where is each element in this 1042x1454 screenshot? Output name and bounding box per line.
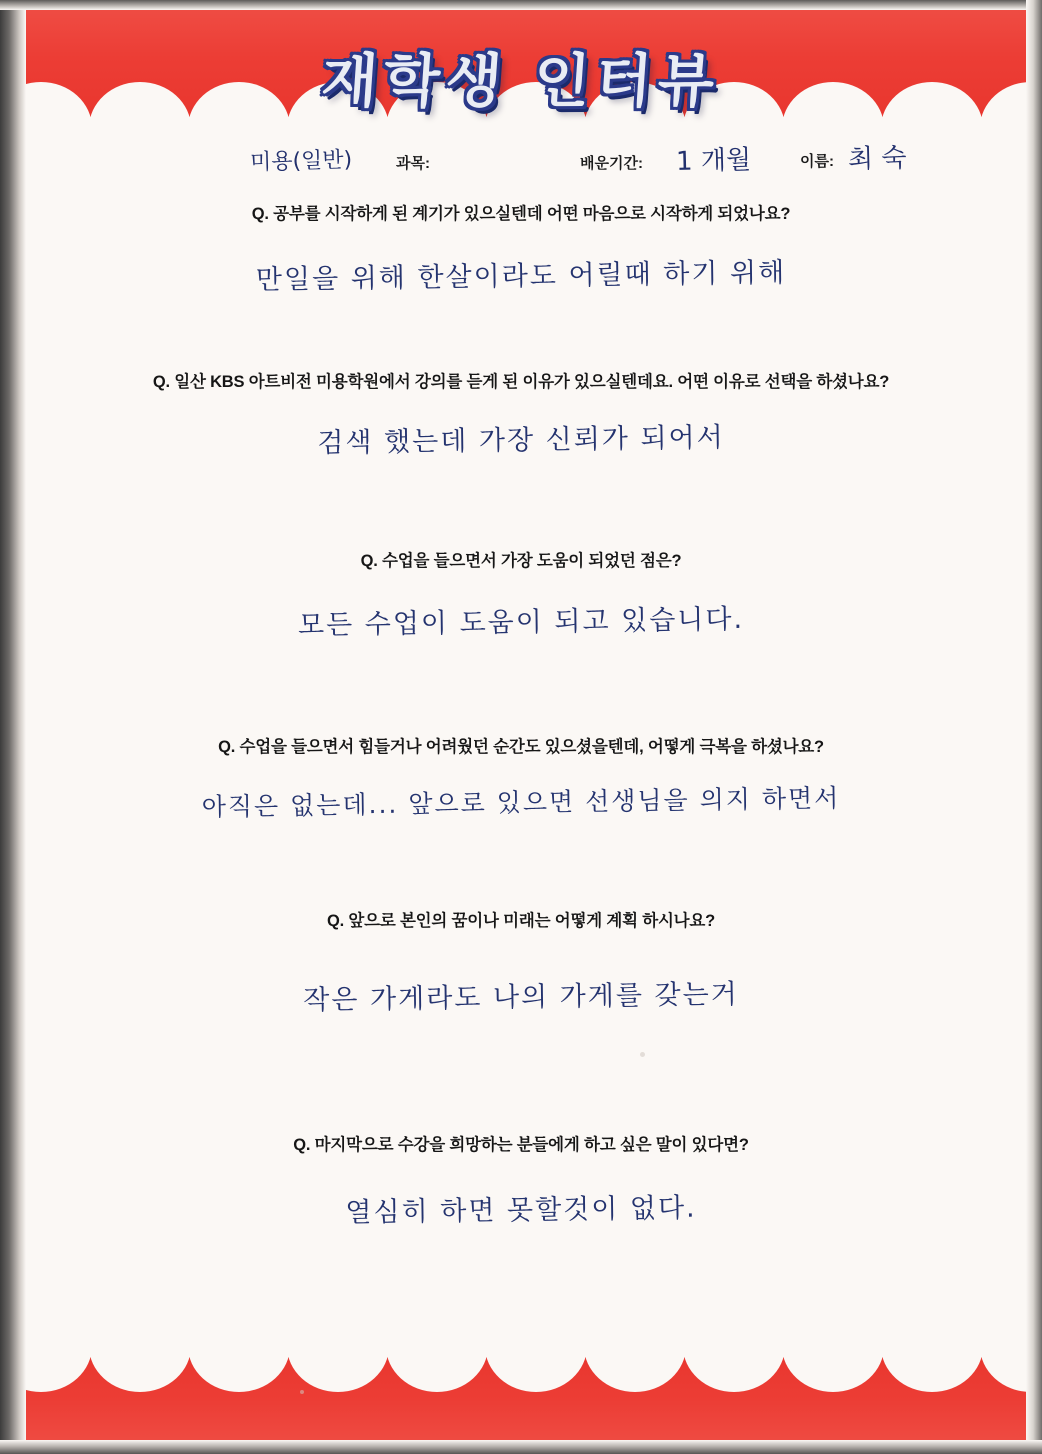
paper-edge-right: [1026, 0, 1042, 1454]
answer-4: 아직은 없는데... 앞으로 있으면 선생님을 의지 하면서: [201, 783, 841, 822]
period-label: 배운기간:: [580, 155, 643, 172]
bottom-scallop-row: [0, 1346, 1042, 1392]
meta-row: [0, 142, 1042, 184]
answer-6: 열심히 하면 못할것이 없다.: [345, 1192, 697, 1229]
paper-edge-top: [0, 0, 1042, 10]
paper-edge-bottom: [0, 1440, 1042, 1454]
page-title: 재학생 인터뷰: [319, 47, 723, 115]
question-1: Q. 공부를 시작하게 된 계기가 있으실텐데 어떤 마음으로 시작하게 되었나요?: [251, 205, 791, 223]
question-2: Q. 일산 KBS 아트비전 미용학원에서 강의를 듣게 된 이유가 있으실텐데요. 어떤 이유로 선택을 하셨나요?: [152, 373, 890, 391]
course-value: 미용(일반): [249, 147, 353, 176]
scan-speckle: [640, 1052, 645, 1057]
question-3: Q. 수업을 들으면서 가장 도움이 되었던 점은?: [360, 552, 682, 570]
bottom-banner-decoration: [0, 1346, 1042, 1454]
name-label: 이름:: [800, 153, 834, 170]
question-5: Q. 앞으로 본인의 꿈이나 미래는 어떻게 계획 하시나요?: [326, 912, 716, 930]
question-4: Q. 수업을 들으면서 힘들거나 어려웠던 순간도 있으셨을텐데, 어떻게 극복을 하셨나요?: [218, 738, 824, 756]
course-label: 과목:: [396, 155, 430, 172]
answer-3: 모든 수업이 도움이 되고 있습니다.: [297, 603, 745, 642]
scan-speckle: [300, 1390, 304, 1394]
question-6: Q. 마지막으로 수강을 희망하는 분들에게 하고 싶은 말이 있다면?: [293, 1136, 749, 1154]
page-title-wrap: [0, 34, 1042, 118]
answer-2: 검색 했는데 가장 신뢰가 되어서: [317, 422, 725, 459]
name-value: 최 숙: [847, 143, 907, 175]
answer-1: 만일을 위해 한살이라도 어릴때 하기 위해: [255, 257, 787, 296]
period-value: 1 개월: [675, 145, 752, 177]
paper-edge-left: [0, 0, 26, 1454]
answer-5: 작은 가게라도 나의 가게를 갖는거: [303, 978, 739, 1017]
